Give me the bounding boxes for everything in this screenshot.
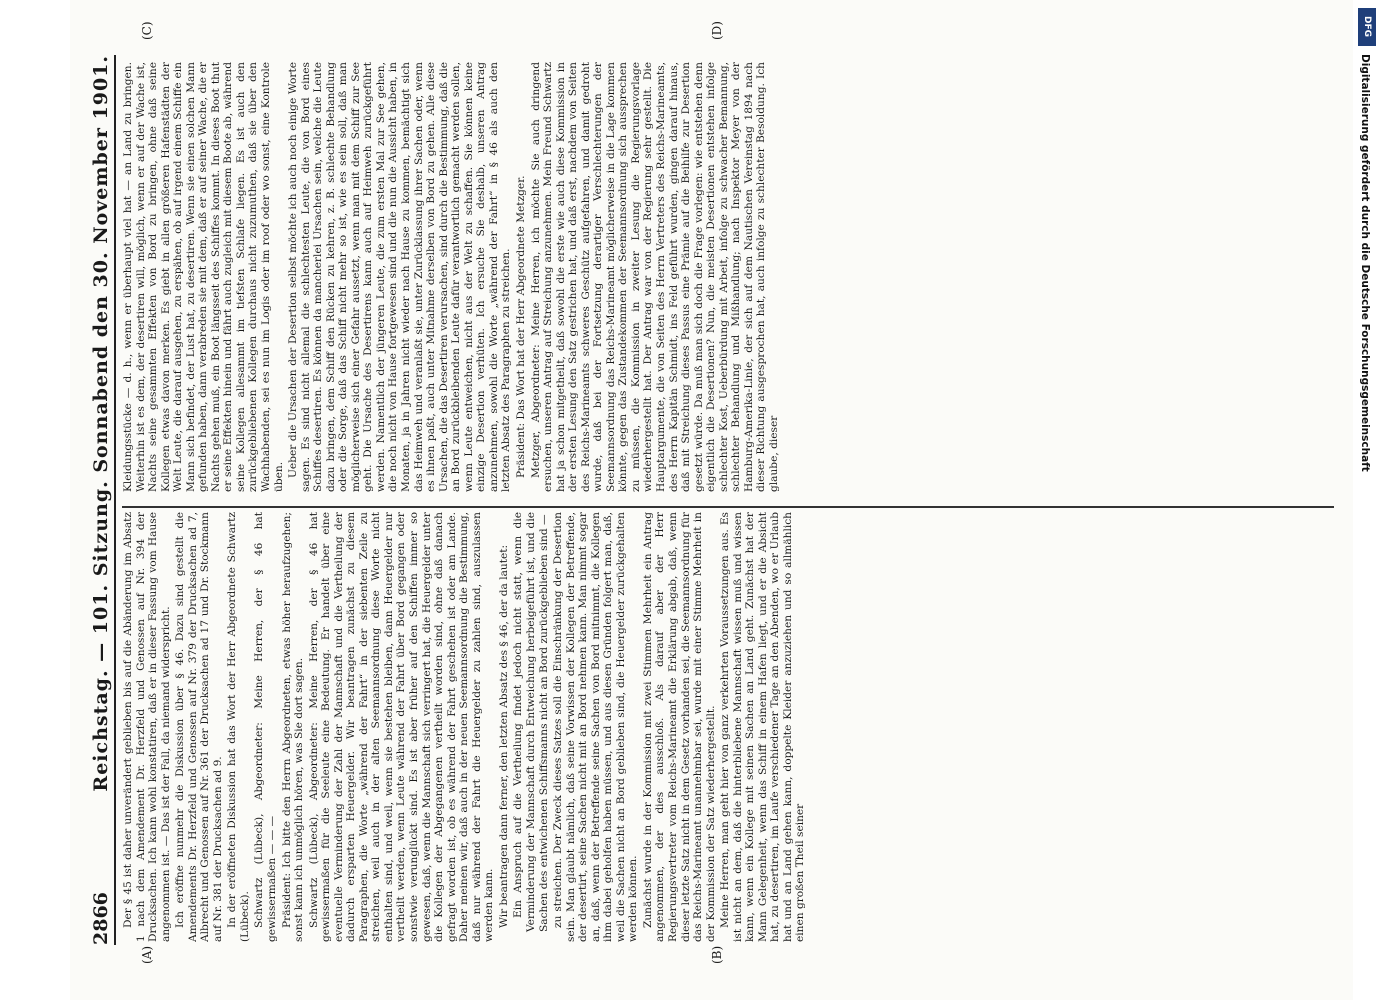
page-number: 2866 — [90, 892, 112, 945]
paragraph: Schwartz (Lübeck), Abgeordneter: Meine Herren, der § 46 hat gewissermaßen — — — — [253, 512, 279, 942]
paragraph: Schwartz (Lübeck), Abgeordneter: Meine Herren, der § 46 hat gewissermaßen für die Seeleute eine Bedeutung. Er handelt über eine eventuelle Verminderung der Zahl der Mannschaft und die Vertheilung der dadurch ersparten Heuergelder. Wir beantragen zunächst zu diesem Paragraphen, die Worte „während der Fahrt“ in der siebenten Zeile zu streichen, weil auch in der alten Seemannsordnung diese Worte nicht enthalten sind, und weil, wenn sie bestehen bleiben, dann Heuergelder nur vertheilt werden, wenn Leute während der Fahrt über Bord gegangen oder sonstwie verunglückt sind. Es ist aber früher auf den Schiffen immer so gewesen, daß, wenn die Mannschaft sich verringert hat, die Heuergelder unter die Kollegen der Abgegangenen vertheilt worden sind, ohne daß danach gefragt worden ist, ob es während der Fahrt geschehen ist oder am Lande. Daher meinen wir, daß auch in der neuen Seemannsordnung die Bestimmung, daß nur während der Fahrt die Heuergelder zu zahlen sind, auszulassen werden kann. — [307, 512, 496, 942]
credit-text: Digitalisierung gefördert durch die Deutsche Forschungsgemeinschaft — [1359, 54, 1371, 472]
paragraph: Präsident: Ich bitte den Herrn Abgeordneten, etwas höher heraufzugehen; sonst kann ich unmöglich hören, was Sie dort sagen. — [280, 512, 306, 942]
paragraph: zu streichen. Der Zweck dieses Satzes soll die Einschränkung der Desertion sein. Man glaubt nämlich, daß seine Vorwissen der Kollegen der Betreffende, der desertirt, seine Sachen nicht mit an Bord nehmen kann. Man nimmt sogar an, daß, wenn der Betreffende seine Sachen von Bord mitnimmt, die Kollegen ihm dabei geholfen haben müssen, und aus diesen Gründen folgert man, daß, weil die Sachen nicht an Bord geblieben sind, die Heuergelder zurückgehalten werden können. — [552, 512, 640, 942]
rotated-page — [70, 0, 1353, 1000]
page-header — [82, 55, 116, 945]
quoted-paragraph: Ein Anspruch auf die Vertheilung findet jedoch nicht statt, wenn die Verminderung der Mannschaft durch Entweichung herbeigeführt ist, und die Sachen des entwichenen Schiffsmanns nicht an Bord zurückgeblieben sind — — [512, 512, 550, 932]
right-column — [122, 62, 1334, 492]
paragraph: Zunächst wurde in der Kommission mit zwei Stimmen Mehrheit ein Antrag angenommen, der dies ausschloß. Als darauf aber der Herr Regierungsvertreter vom Reichs-Marineamt die Erklärung abgab, daß, wenn dieser letzte Satz nicht in dem Gesetz vorhanden sei, die Seemannsordnung für das Reichs-Marineamt unannehmbar sei, wurde mit einer Stimme Mehrheit in der Kommission der Satz wiederhergestellt. — [641, 512, 717, 942]
paragraph: In der eröffneten Diskussion hat das Wort der Herr Abgeordnete Schwartz (Lübeck). — [226, 512, 251, 942]
paragraph: Meine Herren, man geht hier von ganz verkehrten Voraussetzungen aus. Es ist nicht an dem, daß die hinterbliebene Mannschaft wissen muß und wissen kann, wenn ein Kollege mit seinen Sachen an Land geht. Zunächst hat der Mann Gelegenheit, wenn das Schiff in einem Hafen liegt, und er die Absicht hat, zu desertiren, im Laufe verschiedener Tage an den Abenden, wo er Urlaub hat und an Land gehen kann, doppelte Kleider anzuziehen und so allmählich einen großen Theil seiner — [719, 512, 807, 942]
margin-mark-c: (C) — [140, 21, 154, 40]
paragraph: Ueber die Ursachen der Desertion selbst möchte ich auch noch einige Worte sagen. Es sind nicht allemal die schlechtesten Leute, die von Bord eines Schiffes desertiren. Es können da mancherlei Ursachen sein, welche die Leute dazu bringen, dem Schiff den Rücken zu kehren, z. B. schlechte Behandlung oder die Sorge, daß das Schiff nicht mehr so ist, wie es sein soll, daß man möglicherweise sich einer Gefahr aussetzt, wenn man mit dem Schiff zur See geht. Die Ursache des Desertirens kann auch auf Heimweh zurückgeführt werden. Namentlich der jüngeren Leute, die zum ersten Mal zur See gehen, die noch nicht von Hause fortgewesen sind und die nun die Aussicht haben, in Monaten, ja in Jahren nicht wieder nach Hause zu kommen, bemächtigt sich das Heimweh und veranlaßt sie, unter Zurücklassung ihrer Sachen oder, wenn es ihnen paßt, auch unter Mitnahme derselben von Bord zu gehen. Alle diese Ursachen, die das Desertiren verursachen, sind durch die Bestimmung, daß die an Bord zurückbleibenden Leute dafür verantwortlich gemacht werden sollen, wenn Leute entweichen, nicht aus der Welt zu schaffen. Sie können keine einzige Desertion verhüten. Ich ersuche Sie deshalb, unseren Antrag anzunehmen, sowohl die Worte „während der Fahrt“ in § 46 als auch den letzten Absatz des Paragraphen zu streichen. — [287, 62, 513, 492]
margin-mark-d: (D) — [710, 21, 724, 40]
column-divider — [122, 506, 1334, 508]
page-title: Reichstag. — 101. Sitzung. Sonnabend den 30. November 1901. — [90, 55, 112, 792]
left-column — [122, 512, 1334, 942]
dfg-logo: DFG — [1358, 8, 1376, 46]
paragraph: Der § 45 ist daher unverändert geblieben bis auf die Abänderung im Absatz 1 nach dem Amendement Dr. Herzfeld und Genossen auf Nr. 394 der Drucksachen. Ich kann wohl konstatiren, daß er in dieser Fassung vom Hause angenommen ist. — Das ist der Fall, da niemand widerspricht. — [122, 512, 172, 942]
margin-mark-b: (B) — [710, 945, 724, 964]
paragraph: Wir beantragen dann ferner, den letzten Absatz des § 46, der da lautet: — [497, 544, 510, 928]
paragraph: Metzger, Abgeordneter: Meine Herren, ich möchte Sie auch dringend ersuchen, unseren Antrag auf Streichung anzunehmen. Mein Freund Schwartz hat ja schon mitgetheilt, daß sowohl die erste wie auch diese Kommission in der ersten Lesung den Satz gestrichen hat, und daß erst, nachdem von Seiten des Reichs-Marineamts schweres Geschütz aufgefahren, und damit gedroht wurde, daß bei der Fortsetzung derartiger Verschlechterungen der Seemannsordnung das Reichs-Marineamt möglicherweise in die Lage kommen könnte, gegen das Zustandekommen der Seemannsordnung sich aussprechen zu müssen, die Kommission in zweiter Lesung die Regierungsvorlage wiederhergestellt hat. Der Antrag war von der Regierung sehr gestellt. Die Hauptargumente, die von Seiten des Herrn Vertreters des Reichs-Marineamts, des Herrn Kapitän Schmidt, ins Feld geführt wurden, gingen darauf hinaus, daß mit Streichung dieses Passus eine Prämie auf die Beihilfe zur Desertion gesetzt würde. Da muß man sich doch die Frage vorlegen: wie entstehen denn eigentlich die Desertionen? Nun, die meisten Desertionen entstehen infolge schlechter Kost, Ueberbürdung mit Arbeit, infolge zu schwacher Bemannung, schlechter Behandlung und Mißhandlung; nach Inspektor Meyer von der Hamburg-Amerika-Linie, der sich auf dem Nautischen Vereinstag 1894 nach dieser Richtung ausgesprochen hat, auch infolge zu schlechter Besoldung. Ich glaube, dieser — [529, 62, 780, 492]
paragraph: Präsident: Das Wort hat der Herr Abgeordnete Metzger. — [514, 175, 527, 478]
margin-mark-a: (A) — [140, 945, 154, 964]
paragraph: Kleidungsstücke — d. h., wenn er überhaupt viel hat — an Land zu bringen. Weiterhin ist es dem, der desertiren will, möglich, wenn er auf der Wache ist, Nachts seine gesammten Effekten von Bord zu bringen, ohne daß seine Kollegen etwas davon merken. Es giebt in allen größeren Hafenstädten der Welt Leute, die darauf ausgehen, zu erspähen, ob auf irgend einem Schiffe ein Mann sich befindet, der Lust hat, zu desertiren. Wenn sie einen solchen Mann gefunden haben, dann verabreden sie mit dem, daß er auf seiner Wache, die er Nachts gehen muß, ein Boot längsseit des Schiffes kommt. In dieses Boot thut er seine Effekten hinein und fährt auch zugleich mit diesem Boote ab, während seine Kollegen allesammt im tiefsten Schlafe liegen. Es ist auch den zurückgebliebenen Kollegen durchaus nicht zuzumuthen, daß sie über den Wachhabenden, sei es nun im Logis oder im roof oder wo sonst, eine Kontrole üben. — [122, 62, 285, 492]
paragraph: Ich eröffne nunmehr die Diskussion über § 46. Dazu sind gestellt die Amendements Dr. Herzfeld und Genossen auf Nr. 379 der Drucksachen ad 7, Albrecht und Genossen auf Nr. 361 der Drucksachen ad 17 und Dr. Stockmann auf Nr. 381 der Drucksachen ad 9. — [174, 512, 224, 942]
digitization-credit — [1357, 8, 1379, 988]
